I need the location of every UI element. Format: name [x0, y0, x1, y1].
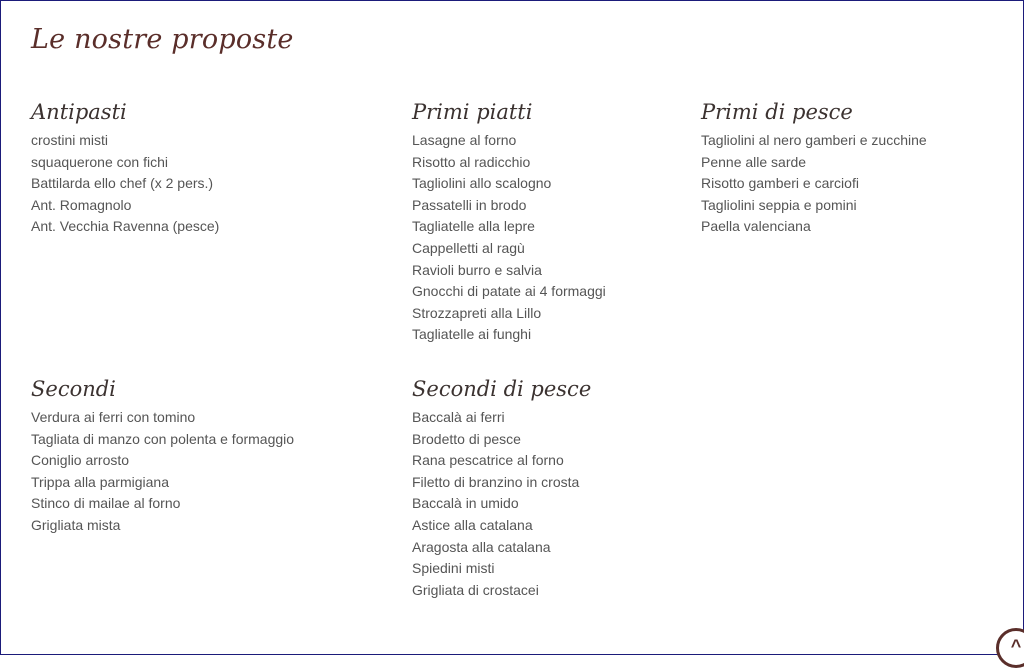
- page-title: Le nostre proposte: [31, 24, 294, 55]
- menu-item: Lasagne al forno: [412, 132, 517, 148]
- menu-item: Ant. Romagnolo: [31, 196, 132, 213]
- section-heading: Antipasti: [31, 100, 127, 124]
- menu-item: Filetto di branzino in crosta: [412, 473, 580, 490]
- menu-item: squaquerone con fichi: [31, 153, 168, 170]
- menu-item: Baccalà in umido: [412, 495, 519, 512]
- menu-item: Battilarda ello chef (x 2 pers.): [31, 175, 214, 192]
- menu-item: crostini misti: [31, 132, 109, 148]
- menu-item: Ant. Vecchia Ravenna (pesce): [31, 218, 220, 235]
- menu-section-antipasti: [31, 98, 219, 238]
- menu-item: Tagliolini allo scalogno: [412, 175, 552, 192]
- menu-item: Cappelletti al ragù: [412, 239, 525, 256]
- section-heading: Secondi: [31, 377, 116, 401]
- menu-item: Grigliata di crostacei: [412, 581, 539, 598]
- section-heading: Primi di pesce: [701, 100, 853, 124]
- menu-item: Passatelli in brodo: [412, 196, 527, 213]
- menu-item: Grigliata mista: [31, 516, 121, 533]
- menu-item: Paella valenciana: [701, 218, 811, 235]
- menu-item: Tagliatelle alla lepre: [412, 218, 535, 235]
- menu-item: Risotto al radicchio: [412, 153, 531, 170]
- menu-item: Astice alla catalana: [412, 516, 533, 533]
- menu-item: Stinco di mailae al forno: [31, 495, 181, 512]
- menu-list: [31, 130, 219, 238]
- scroll-to-top-button[interactable]: [996, 628, 1024, 668]
- menu-item: Baccalà ai ferri: [412, 409, 505, 425]
- menu-section-secondi-di-pesce: [412, 375, 591, 601]
- menu-item: Tagliatelle ai funghi: [412, 326, 532, 343]
- menu-item: Risotto gamberi e carciofi: [701, 175, 859, 192]
- menu-list: [412, 130, 606, 346]
- menu-item: Tagliata di manzo con polenta e formaggio: [31, 430, 295, 447]
- menu-item: Trippa alla parmigiana: [31, 473, 169, 490]
- section-heading: Secondi di pesce: [412, 377, 592, 401]
- menu-item: Brodetto di pesce: [412, 430, 521, 447]
- arrow-up-icon: ^: [1010, 636, 1022, 656]
- menu-list: [701, 130, 927, 238]
- menu-item: Strozzapreti alla Lillo: [412, 304, 542, 321]
- section-heading: Primi piatti: [412, 100, 533, 124]
- menu-item: Penne alle sarde: [701, 153, 807, 170]
- menu-list: [412, 407, 591, 601]
- menu-item: Aragosta alla catalana: [412, 538, 551, 555]
- menu-item: Tagliolini seppia e pomini: [701, 196, 857, 213]
- menu-section-secondi: [31, 375, 294, 537]
- menu-item: Tagliolini al nero gamberi e zucchine: [701, 132, 927, 148]
- menu-item: Spiedini misti: [412, 560, 495, 577]
- menu-item: Verdura ai ferri con tomino: [31, 409, 196, 425]
- menu-section-primi-di-pesce: [701, 98, 927, 238]
- menu-item: Ravioli burro e salvia: [412, 261, 542, 278]
- menu-section-primi-piatti: [412, 98, 606, 346]
- menu-item: Rana pescatrice al forno: [412, 452, 564, 469]
- menu-item: Coniglio arrosto: [31, 452, 130, 469]
- menu-list: [31, 407, 294, 537]
- menu-item: Gnocchi di patate ai 4 formaggi: [412, 283, 606, 300]
